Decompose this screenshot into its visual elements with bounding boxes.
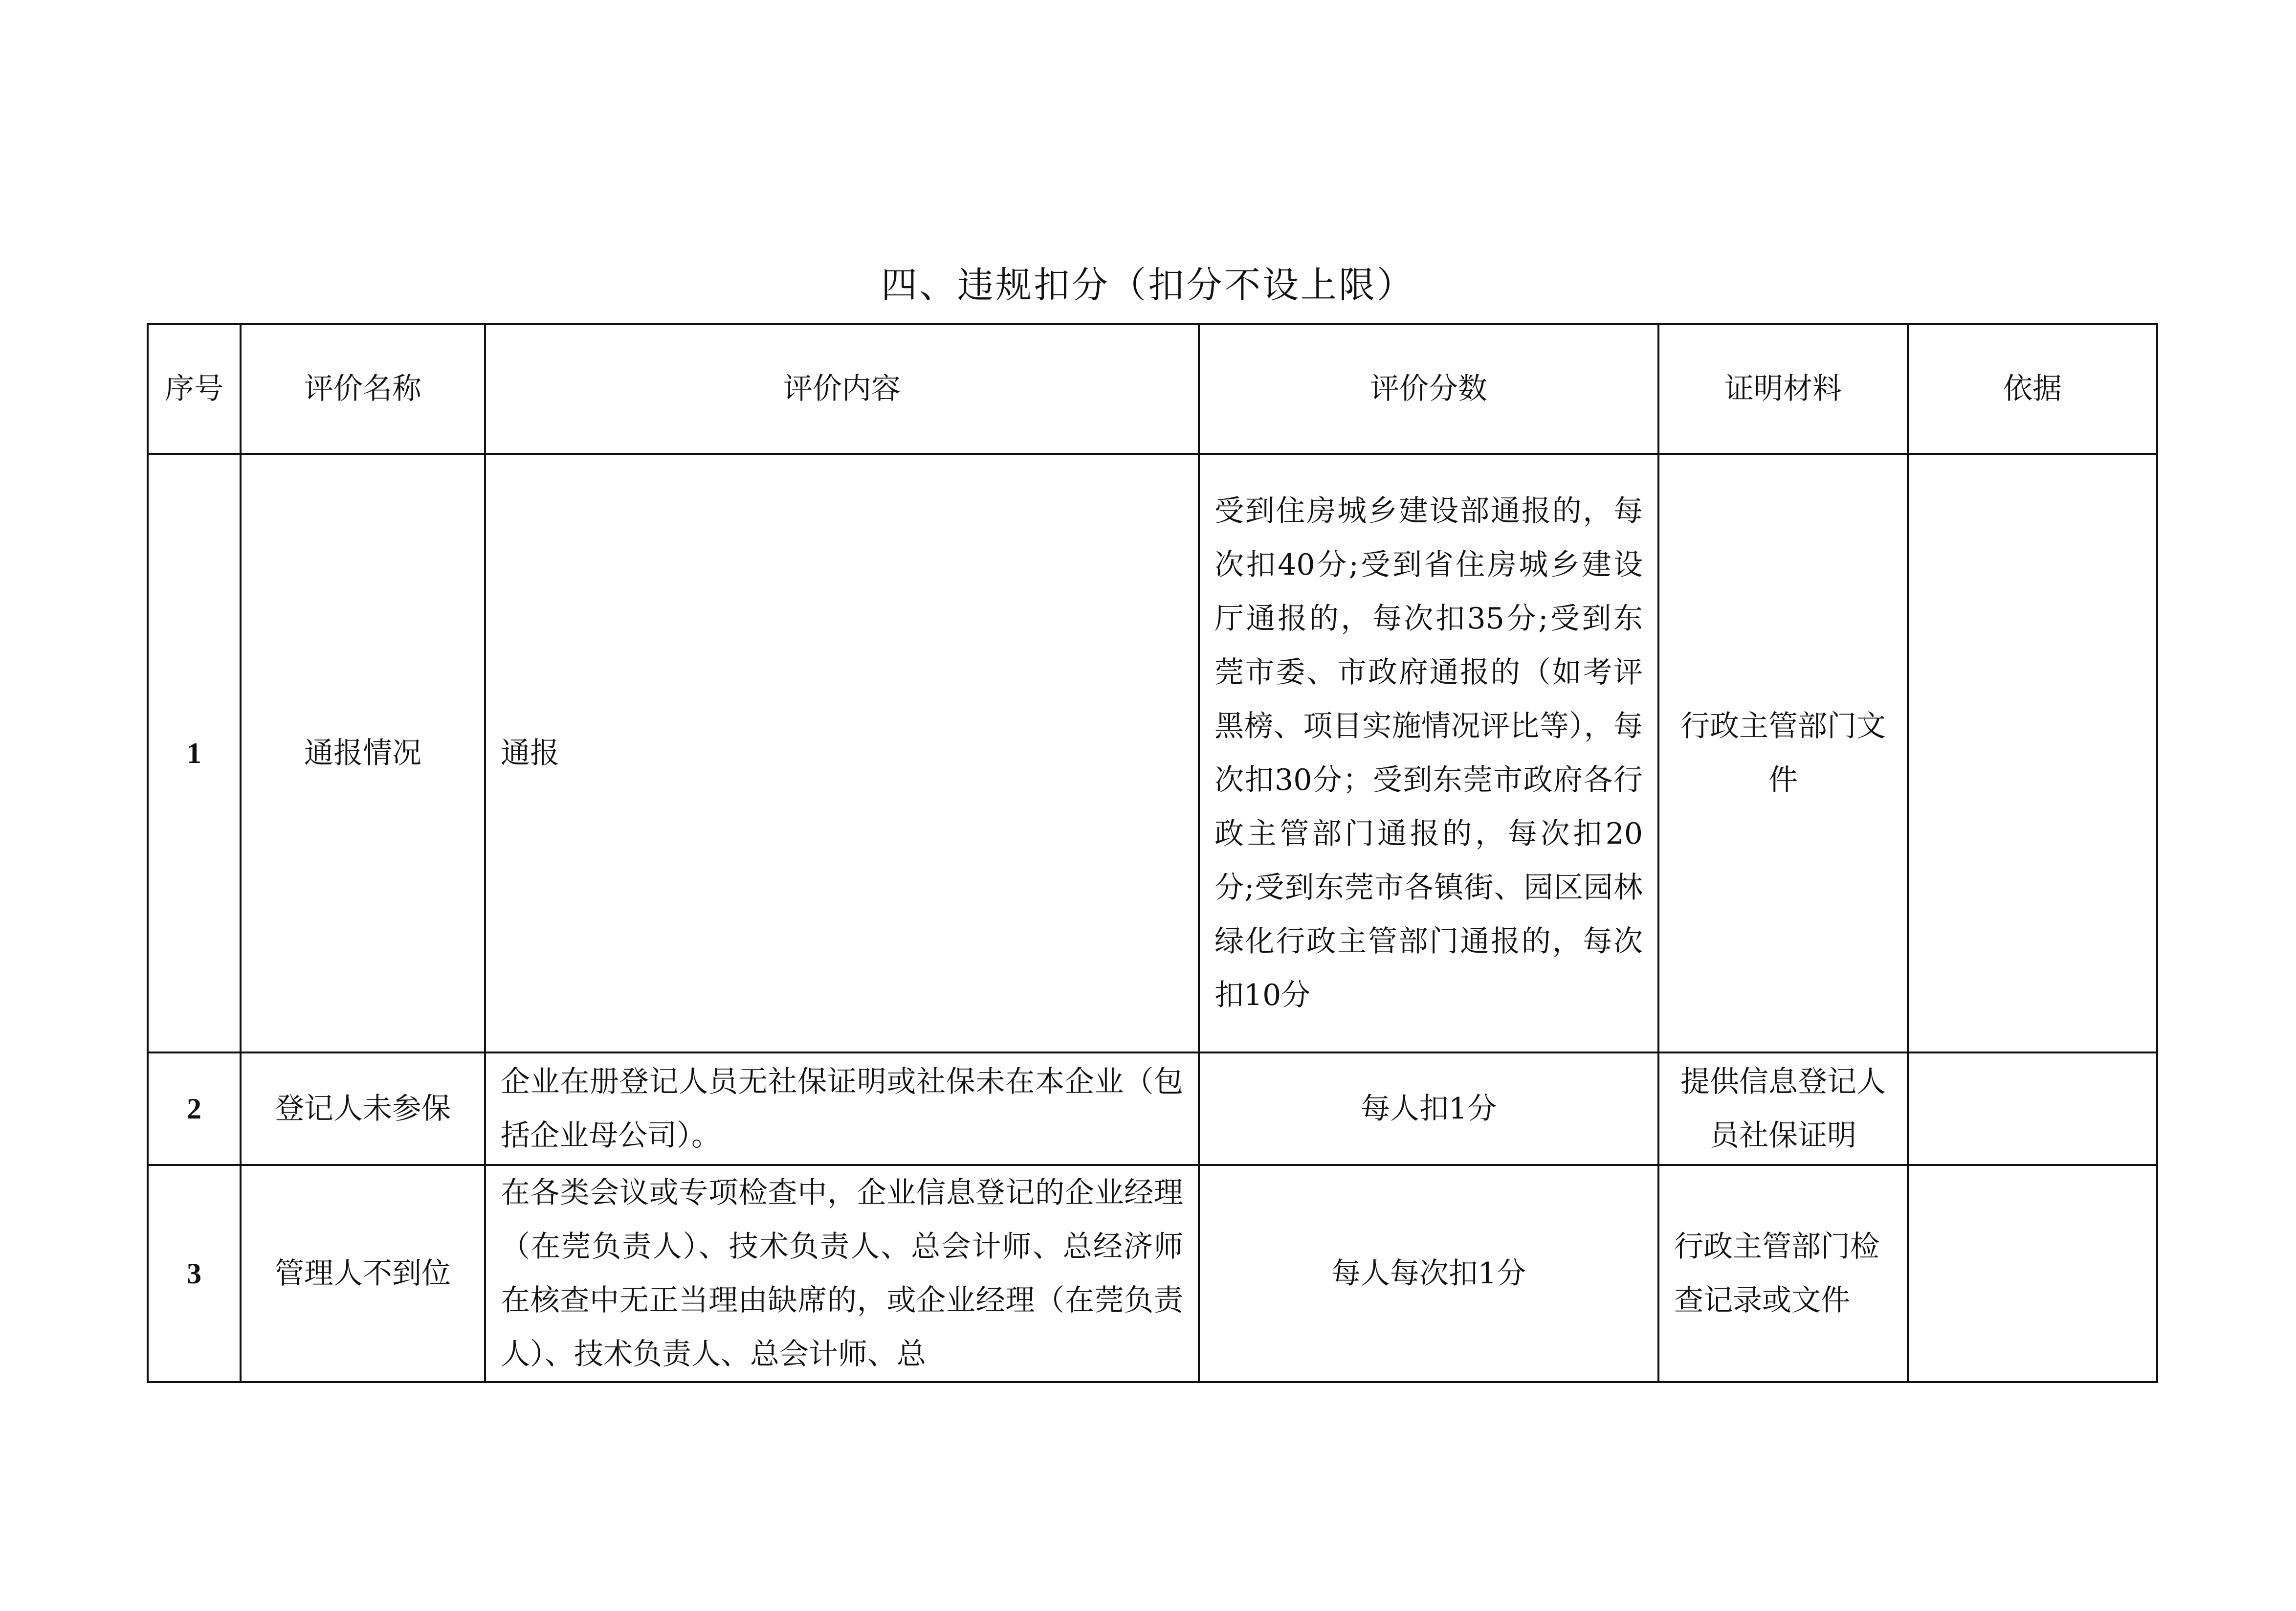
row-basis	[1908, 1052, 2157, 1165]
table-row	[148, 1165, 2157, 1382]
table-row	[148, 1052, 2157, 1165]
row-seq: 1	[148, 454, 241, 1052]
row-evidence: 行政主管部门检查记录或文件	[1658, 1165, 1908, 1382]
table-row	[148, 454, 2157, 1052]
header-basis: 依据	[1908, 324, 2157, 454]
header-name: 评价名称	[241, 324, 485, 454]
row-seq: 2	[148, 1052, 241, 1165]
table-header-row	[148, 324, 2157, 454]
row-seq: 3	[148, 1165, 241, 1382]
header-score: 评价分数	[1199, 324, 1658, 454]
row-content: 在各类会议或专项检查中，企业信息登记的企业经理（在莞负责人）、技术负责人、总会计师、总经济师在核查中无正当理由缺席的，或企业经理（在莞负责人）、技术负责人、总会计师、总	[485, 1165, 1199, 1382]
row-content: 企业在册登记人员无社保证明或社保未在本企业（包括企业母公司）。	[485, 1052, 1199, 1165]
row-basis	[1908, 454, 2157, 1052]
row-score: 每人每次扣1分	[1199, 1165, 1658, 1382]
deduction-table	[147, 323, 2158, 1383]
page-title: 四、违规扣分（扣分不设上限）	[881, 264, 1415, 306]
row-evidence: 提供信息登记人员社保证明	[1658, 1052, 1908, 1165]
row-name: 登记人未参保	[241, 1052, 485, 1165]
row-score: 每人扣1分	[1199, 1052, 1658, 1165]
header-evidence: 证明材料	[1658, 324, 1908, 454]
row-content: 通报	[485, 454, 1199, 1052]
row-evidence: 行政主管部门文件	[1658, 454, 1908, 1052]
row-name: 通报情况	[241, 454, 485, 1052]
header-content: 评价内容	[485, 324, 1199, 454]
row-basis	[1908, 1165, 2157, 1382]
header-seq: 序号	[148, 324, 241, 454]
row-name: 管理人不到位	[241, 1165, 485, 1382]
row-score: 受到住房城乡建设部通报的，每次扣40分;受到省住房城乡建设厅通报的，每次扣35分;受到东莞市委、市政府通报的（如考评黑榜、项目实施情况评比等），每次扣30分；受到东莞市政府各行政主管部门通报的，每次扣20分;受到东莞市各镇街、园区园林绿化行政主管部门通报的，每次扣10分	[1199, 454, 1658, 1052]
